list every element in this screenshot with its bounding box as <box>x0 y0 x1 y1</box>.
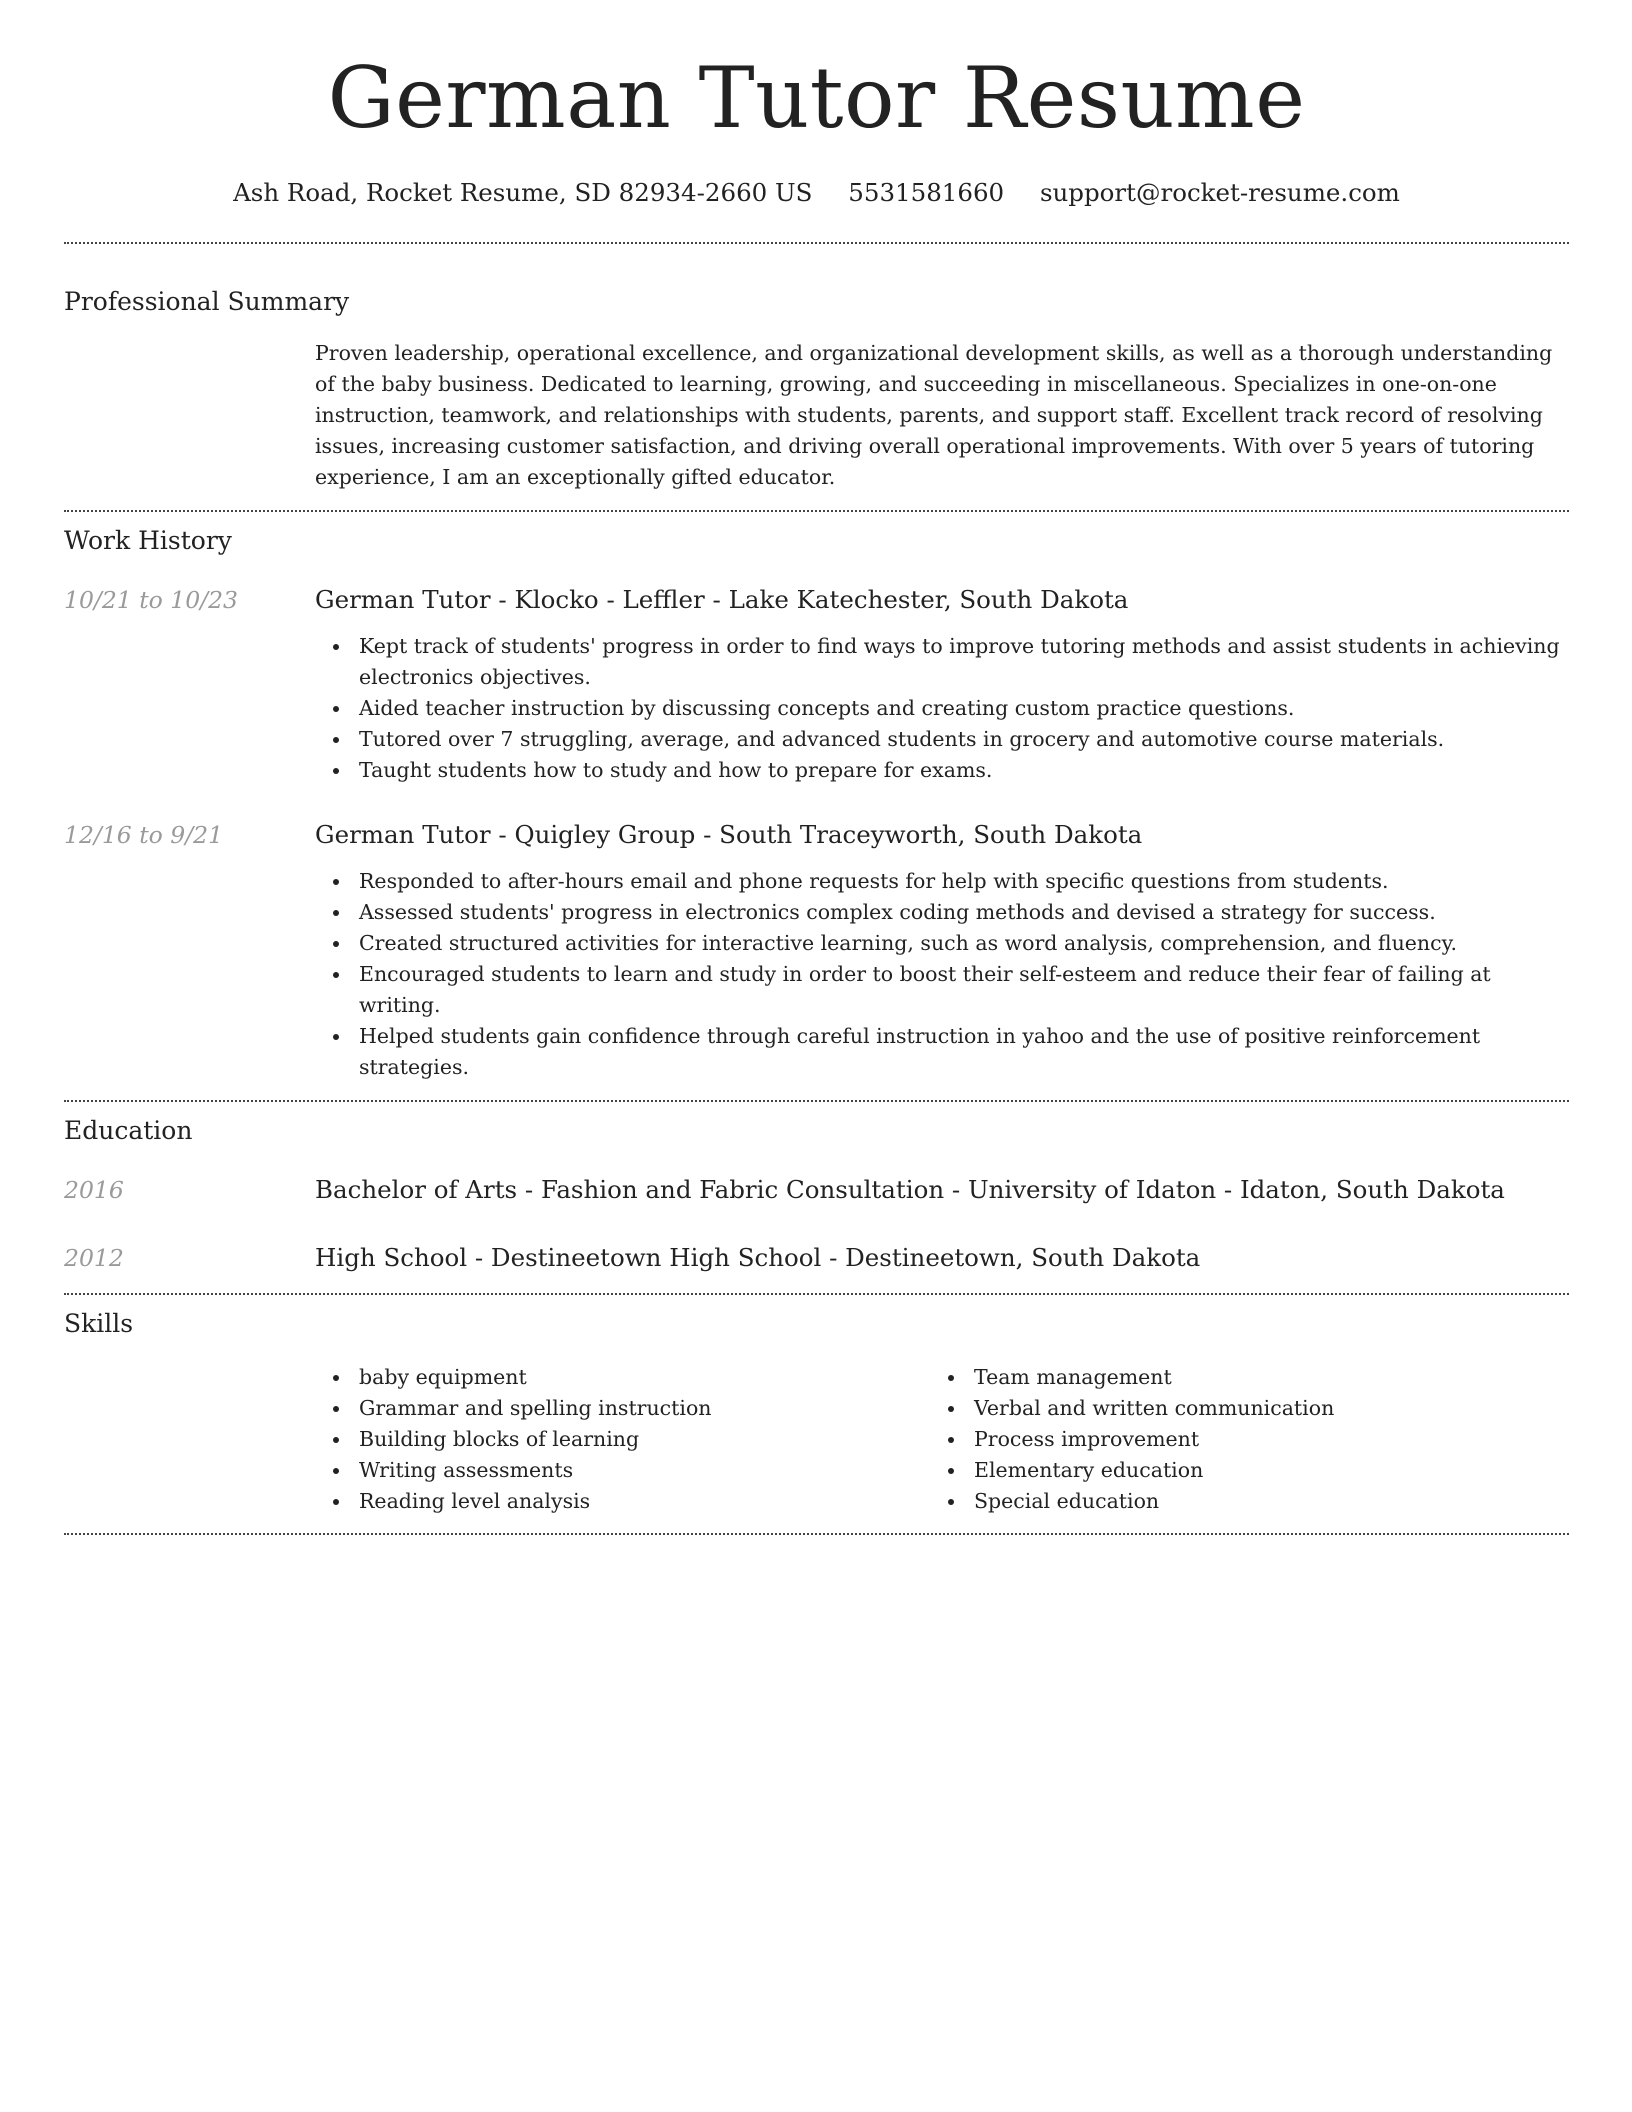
skill-item: Grammar and spelling instruction <box>315 1393 930 1424</box>
list-item: Responded to after-hours email and phone requests for help with specific questions from students. <box>315 866 1569 897</box>
education-entry <box>64 1241 1569 1275</box>
skills-columns <box>315 1362 1569 1517</box>
job-employer: - Klocko - Leffler - Lake Katechester, South Dakota <box>490 585 1129 614</box>
summary-text: Proven leadership, operational excellence, and organizational development skills, as well as a thorough understanding of the baby business. Dedicated to learning, growing, and succeeding in miscellaneous. Specializes in one-on-one instruction, teamwork, and relationships with students, parents, and support staff. Excellent track record of resolving issues, increasing customer satisfaction, and driving overall operational improvements. With over 5 years of tutoring experience, I am an exceptionally gifted educator. <box>315 341 1553 489</box>
education-entry <box>64 1173 1569 1207</box>
divider <box>64 242 1569 244</box>
job-heading <box>315 818 1569 852</box>
education-year: 2012 <box>64 1244 124 1272</box>
divider <box>64 1533 1569 1535</box>
job-bullets <box>315 866 1569 1083</box>
job-employer: - Quigley Group - South Traceyworth, South Dakota <box>490 820 1143 849</box>
skill-item: Special education <box>930 1486 1545 1517</box>
divider <box>64 510 1569 512</box>
list-item: Aided teacher instruction by discussing concepts and creating custom practice questions. <box>315 693 1569 724</box>
list-item: Encouraged students to learn and study in order to boost their self-esteem and reduce their fear of failing at writing. <box>315 959 1569 1021</box>
skill-item: Team management <box>930 1362 1545 1393</box>
list-item: Taught students how to study and how to prepare for exams. <box>315 755 1569 786</box>
school-text: - University of Idaton - Idaton, South Dakota <box>944 1175 1505 1204</box>
page-title: German Tutor Resume <box>327 49 1306 147</box>
skill-item: Reading level analysis <box>315 1486 930 1517</box>
school-text: - Destineetown High School - Destineetown, South Dakota <box>467 1243 1201 1272</box>
summary-heading: Professional Summary <box>64 287 350 316</box>
divider <box>64 1100 1569 1102</box>
list-item: Created structured activities for interactive learning, such as word analysis, comprehension, and fluency. <box>315 928 1569 959</box>
degree-text: Bachelor of Arts - Fashion and Fabric Consultation <box>315 1175 945 1204</box>
list-item: Helped students gain confidence through careful instruction in yahoo and the use of positive reinforcement strategies. <box>315 1021 1569 1083</box>
education-heading-line <box>315 1173 1569 1207</box>
skills-heading: Skills <box>64 1309 134 1338</box>
skill-item: Verbal and written communication <box>930 1393 1545 1424</box>
divider <box>64 1293 1569 1295</box>
contact-line <box>64 176 1569 210</box>
job-title: German Tutor <box>315 585 491 614</box>
work-history-heading: Work History <box>64 526 232 555</box>
job-dates: 12/16 to 9/21 <box>64 821 224 849</box>
skills-list-right <box>930 1362 1545 1517</box>
job-bullets <box>315 631 1569 786</box>
resume-page <box>64 0 1569 1535</box>
skill-item: baby equipment <box>315 1362 930 1393</box>
skills-list-left <box>315 1362 930 1517</box>
phone-text: 5531581660 <box>848 178 1005 207</box>
list-item: Assessed students' progress in electronics complex coding methods and devised a strategy for success. <box>315 897 1569 928</box>
job-title: German Tutor <box>315 820 491 849</box>
education-heading: Education <box>64 1116 193 1145</box>
job-heading <box>315 583 1569 617</box>
email-text: support@rocket-resume.com <box>1039 178 1400 207</box>
skill-item: Elementary education <box>930 1455 1545 1486</box>
education-heading-line <box>315 1241 1569 1275</box>
job-dates: 10/21 to 10/23 <box>64 586 238 614</box>
list-item: Tutored over 7 struggling, average, and advanced students in grocery and automotive course materials. <box>315 724 1569 755</box>
degree-text: High School <box>315 1243 468 1272</box>
address-text: Ash Road, Rocket Resume, SD 82934-2660 US <box>233 178 813 207</box>
job-entry <box>64 583 1569 786</box>
list-item: Kept track of students' progress in order to find ways to improve tutoring methods and assist students in achieving electronics objectives. <box>315 631 1569 693</box>
skill-item: Process improvement <box>930 1424 1545 1455</box>
job-entry <box>64 818 1569 1083</box>
skill-item: Building blocks of learning <box>315 1424 930 1455</box>
skill-item: Writing assessments <box>315 1455 930 1486</box>
education-year: 2016 <box>64 1176 124 1204</box>
